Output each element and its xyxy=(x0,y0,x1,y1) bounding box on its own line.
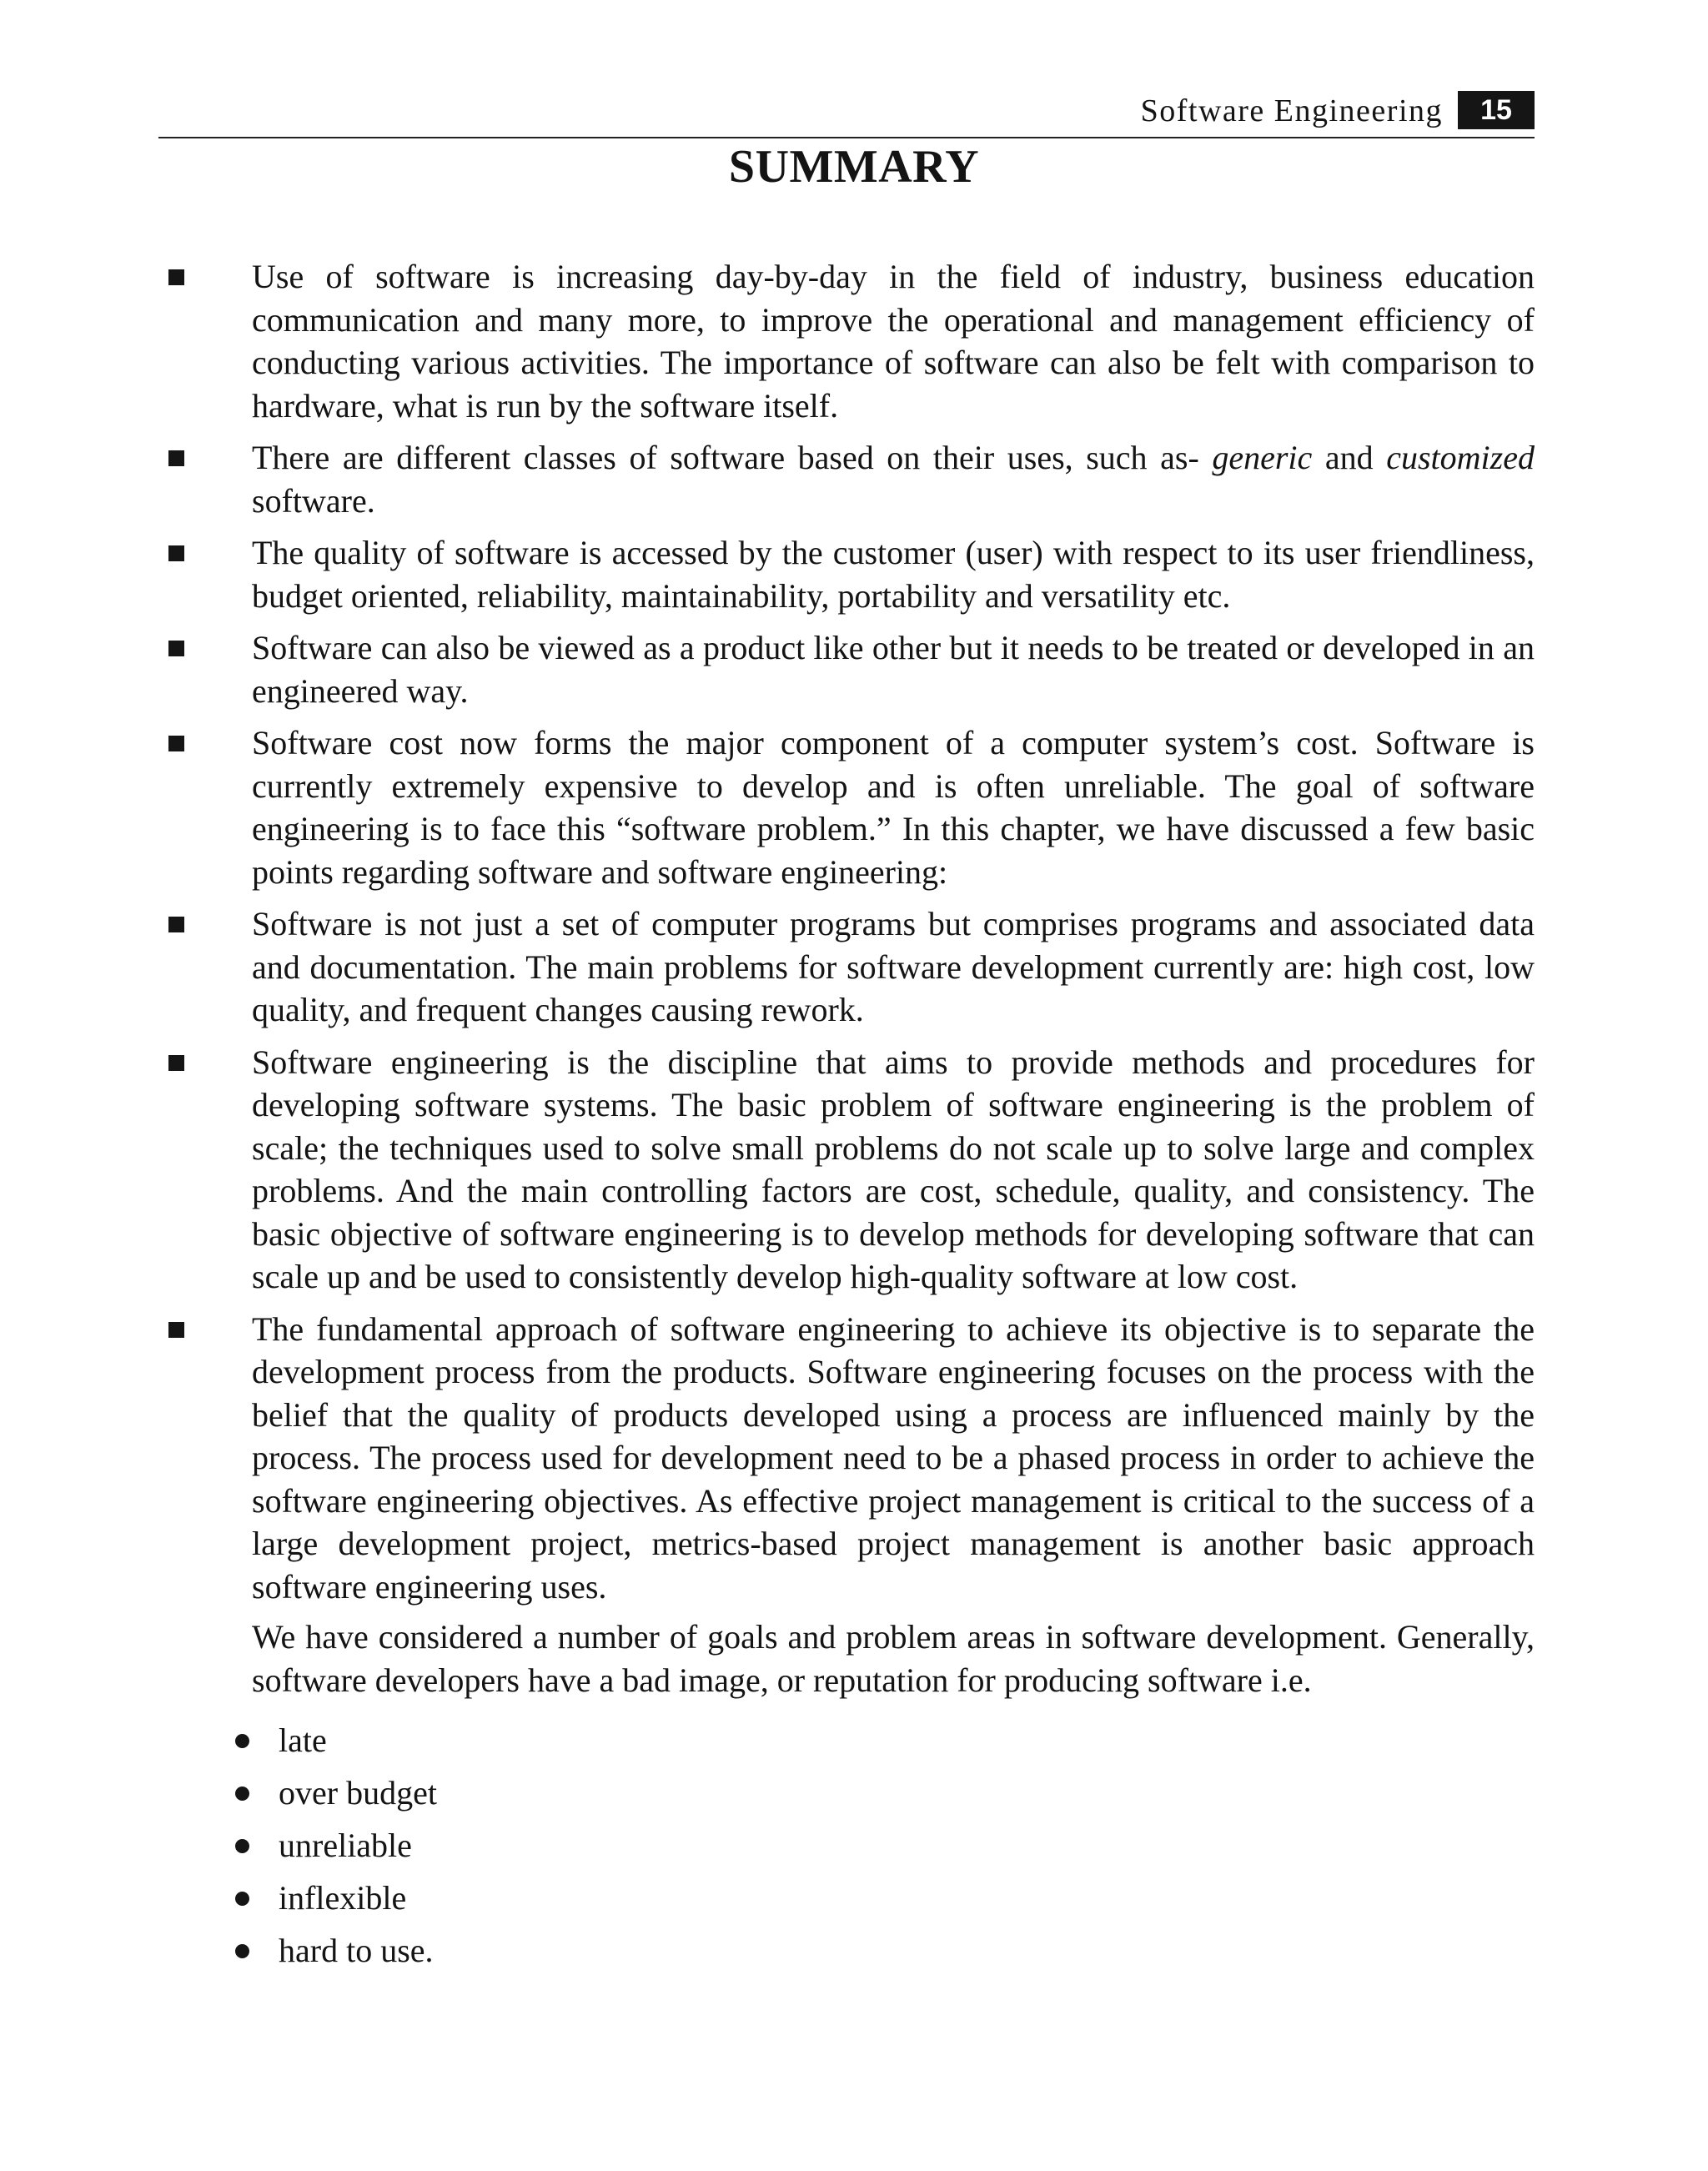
round-bullet-icon xyxy=(235,1787,249,1801)
square-bullet-icon xyxy=(168,269,184,285)
summary-point-text: Software is not just a set of computer programs but comprises programs and associated data and documentation. The main problems for software development currently are: high cost, low quality, and frequent changes causing rework. xyxy=(252,905,1535,1028)
summary-point-text: There are different classes of software based on their uses, such as- xyxy=(252,439,1213,476)
summary-point-text: software. xyxy=(252,481,375,520)
problem-item xyxy=(232,1924,437,1977)
summary-list xyxy=(158,255,1535,1617)
page-title: SUMMARY xyxy=(728,141,980,193)
summary-point xyxy=(158,1041,1535,1299)
summary-point xyxy=(158,626,1535,712)
summary-point-text: Software cost now forms the major component of a computer system’s cost. Software is currently extremely expensive to develop and is often unreliable. The goal of software engineering is to face this “software problem.” In this chapter, we have discussed a few basic points regarding software and software engineering: xyxy=(252,724,1535,891)
square-bullet-icon xyxy=(168,1322,184,1338)
summary-point-text: Software engineering is the discipline that aims to provide methods and procedures for developing software systems. The basic problem of software engineering is the problem of scale; the techniques used to solve small problems do not scale up to solve large and complex problems. And the main controlling factors are cost, schedule, quality, and consistency. The basic objective of software engineering is to develop methods for developing software that can scale up and be used to consistently develop high-quality software at low cost. xyxy=(252,1043,1535,1295)
problem-list xyxy=(232,1714,437,1977)
summary-point xyxy=(158,721,1535,893)
problem-item-text: unreliable xyxy=(279,1827,412,1864)
square-bullet-icon xyxy=(168,736,184,751)
problem-item xyxy=(232,1872,437,1924)
summary-point xyxy=(158,1308,1535,1609)
summary-point-text: The fundamental approach of software engineering to achieve its objective is to separate the development process from the products. Software engineering focuses on the process with the belief that the quality of products developed using a process are influenced mainly by the process. The process used for development need to be a phased process in order to achieve the software engineering objectives. As effective project management is critical to the success of a large development project, metrics-based project management is another basic approach software engineering uses. xyxy=(252,1309,1535,1606)
problem-item xyxy=(232,1819,437,1872)
problem-item-text: hard to use. xyxy=(279,1932,434,1969)
summary-point-emphasis: customized xyxy=(1386,439,1535,476)
summary-point-emphasis: generic xyxy=(1212,439,1313,476)
summary-point xyxy=(158,255,1535,427)
square-bullet-icon xyxy=(168,450,184,466)
summary-point-text: Use of software is increasing day-by-day in the field of industry, business education communication and many more, to improve the operational and management efficiency of conducting various activities. The importance of software can also be felt with comparison to hardware, what is run by the software itself. xyxy=(252,258,1535,425)
summary-point xyxy=(158,902,1535,1032)
problem-item xyxy=(232,1714,437,1766)
closing-paragraph: We have considered a number of goals and problem areas in software development. Generally, software developers have a bad image, or reputation for producing software i.e. xyxy=(252,1618,1535,1699)
page-header xyxy=(158,88,1535,138)
problem-item-text: inflexible xyxy=(279,1879,407,1917)
summary-point xyxy=(158,531,1535,617)
problem-item-text: over budget xyxy=(279,1774,437,1812)
square-bullet-icon xyxy=(168,545,184,561)
summary-point-text: Software can also be viewed as a product like other but it needs to be treated or developed in an engineered way. xyxy=(252,629,1535,710)
round-bullet-icon xyxy=(235,1734,249,1748)
running-title: Software Engineering xyxy=(1140,93,1443,128)
round-bullet-icon xyxy=(235,1892,249,1906)
problem-item xyxy=(232,1766,437,1819)
summary-point-text: The quality of software is accessed by the customer (user) with respect to its user friendliness, budget oriented, reliability, maintainability, portability and versatility etc. xyxy=(252,534,1535,615)
round-bullet-icon xyxy=(235,1944,249,1958)
square-bullet-icon xyxy=(168,641,184,656)
round-bullet-icon xyxy=(235,1839,249,1853)
page-number: 15 xyxy=(1458,91,1535,129)
summary-point xyxy=(158,436,1535,522)
square-bullet-icon xyxy=(168,1055,184,1071)
problem-item-text: late xyxy=(279,1721,327,1759)
square-bullet-icon xyxy=(168,917,184,932)
summary-point-text: and xyxy=(1312,439,1387,476)
